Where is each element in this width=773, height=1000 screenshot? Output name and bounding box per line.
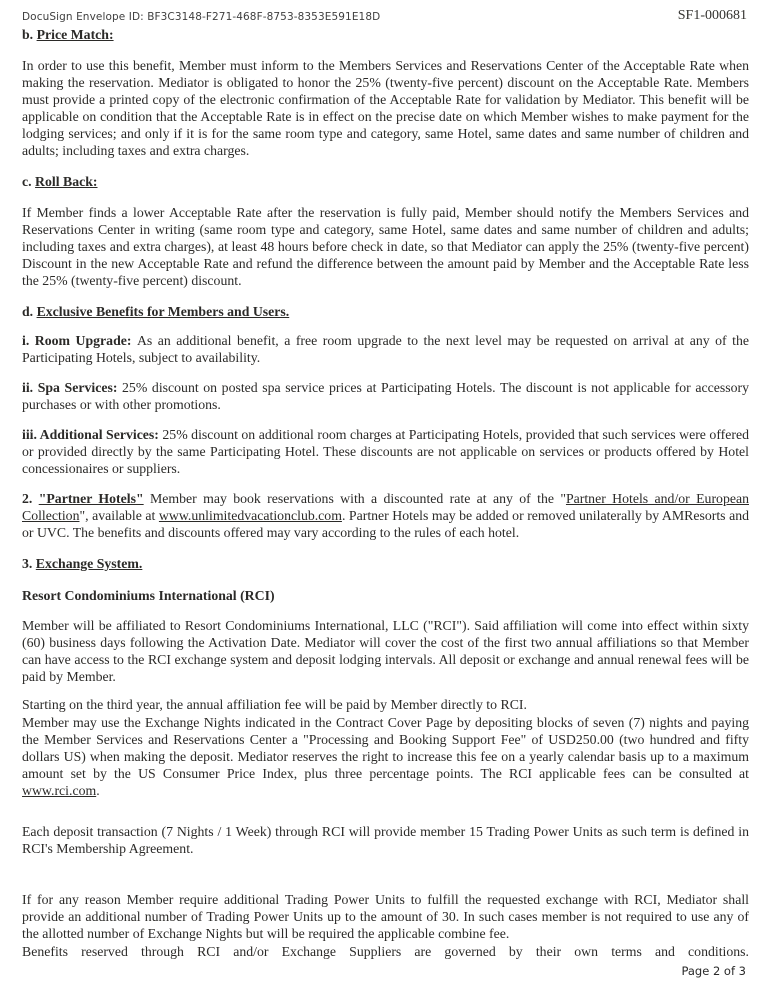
- para-additional-trading-power: [22, 891, 749, 942]
- text-run: Member may book reservations with a discounted rate at any of the ": [143, 491, 566, 506]
- section-heading-exchange-system: [22, 555, 749, 572]
- document-code: SF1-000681: [677, 8, 747, 23]
- text-run: As an additional benefit, a free room upgrade to the next level may be requested on arrival at any of the Participating Hotels, subject to availability.: [22, 333, 750, 365]
- text-run: Member will be affiliated to Resort Condominiums International, LLC ("RCI"). Said affiliation will come into effect within sixty (60) business days following the Activation Date. Mediator will cover the cost of the first two annual affiliations so that Member can have access to the RCI exchange system and deposit lodging intervals. All deposit or exchange and annual renewal fees will be paid by Member.: [22, 618, 749, 684]
- text-run: "Partner Hotels": [38, 491, 144, 506]
- text-run: 25% discount on additional room charges at Participating Hotels, provided that such services were offered or provided directly by the same Participating Hotel. These discounts are not applicable on services or products offered by Hotel concessionaires or suppliers.: [22, 427, 749, 476]
- text-run: b.: [22, 27, 37, 42]
- text-run: Price Match:: [36, 27, 114, 42]
- text-run: 3.: [22, 556, 36, 571]
- link-rci[interactable]: www.rci.com: [22, 783, 97, 798]
- para-roll-back: [22, 204, 749, 289]
- para-room-upgrade: [22, 332, 749, 366]
- text-run: .: [96, 783, 100, 798]
- para-exchange-nights: [22, 714, 749, 799]
- text-run: Resort Condominiums International (RCI): [22, 588, 275, 603]
- text-run: Starting on the third year, the annual affiliation fee will be paid by Member directly to RCI.: [22, 697, 527, 712]
- docusign-envelope-id: DocuSign Envelope ID: BF3C3148-F271-468F-8753-8353E591E18D: [22, 11, 381, 23]
- section-heading-price-match: [22, 26, 749, 43]
- section-heading-roll-back: [22, 173, 749, 190]
- text-run: Benefits reserved through RCI and/or Exchange Suppliers are governed by their own terms and conditions.: [22, 944, 749, 959]
- text-run: Exclusive Benefits for Members and Users.: [36, 304, 290, 319]
- page-indicator: Page 2 of 3: [681, 964, 746, 978]
- document-header: [0, 0, 773, 24]
- text-run: Partner Hotels and/or European Collection: [22, 491, 749, 523]
- para-spa-services: [22, 379, 749, 413]
- section-heading-rci: [22, 587, 749, 604]
- para-partner-hotels: [22, 490, 749, 541]
- document-body: [0, 24, 773, 960]
- text-run: 2.: [22, 491, 39, 506]
- para-rci-affiliation: [22, 617, 749, 685]
- text-run: . Partner Hotels may be added or removed unilaterally by AMResorts and or UVC. The benefits and discounts offered may vary according to the rules of each hotel.: [22, 508, 750, 540]
- text-run: If for any reason Member require additional Trading Power Units to fulfill the requested exchange with RCI, Mediator shall provide an additional number of Trading Power Units up to the amount of 30. In such cases member is not required to use any of the allotted number of Exchange Nights but will be required the applicable combine fee.: [22, 892, 749, 941]
- document-footer: [681, 964, 746, 978]
- text-run: ", available at: [79, 508, 159, 523]
- link-unlimitedvacationclub[interactable]: www.unlimitedvacationclub.com: [158, 508, 342, 523]
- para-trading-power-units: [22, 823, 749, 857]
- text-run: 25% discount on posted spa service prices at Participating Hotels. The discount is not applicable for accessory purchases or with other promotions.: [22, 380, 749, 412]
- text-run: Exchange System.: [35, 556, 143, 571]
- para-third-year-fee: [22, 696, 749, 713]
- text-run: Roll Back:: [35, 174, 98, 189]
- para-benefits-terms: [22, 943, 749, 960]
- text-run: Member may use the Exchange Nights indicated in the Contract Cover Page by depositing blocks of seven (7) nights and paying the Member Services and Reservations Center a "Processing and Booking Support Fee" of USD250.00 (two hundred and fifty dollars US) when making the deposit. Mediator reserves the right to increase this fee on a yearly calendar basis up to a maximum amount set by the US Consumer Price Index, plus three percentage points. The RCI applicable fees can be consulted at: [22, 715, 749, 781]
- section-heading-exclusive-benefits: [22, 303, 749, 320]
- text-run: i. Room Upgrade:: [22, 333, 137, 348]
- text-run: In order to use this benefit, Member must inform to the Members Services and Reservations Center of the Acceptable Rate when making the reservation. Mediator is obligated to honor the 25% (twenty-five percent) discount on the Acceptable Rate. Members must provide a printed copy of the electronic confirmation of the Acceptable Rate for validation by Mediator. This benefit will be applicable on condition that the Acceptable Rate is in effect on the precise date on which Member wishes to make payment for the lodging services; and only if it is for the same room type and category, same Hotel, same dates and same number of children and adults; including taxes and extra charges.: [22, 58, 749, 158]
- para-price-match: [22, 57, 749, 159]
- text-run: d.: [22, 304, 37, 319]
- text-run: c.: [22, 174, 36, 189]
- text-run: iii. Additional Services:: [22, 427, 163, 442]
- para-additional-services: [22, 426, 749, 477]
- text-run: Each deposit transaction (7 Nights / 1 Week) through RCI will provide member 15 Trading Power Units as such term is defined in RCI's Membership Agreement.: [22, 824, 749, 856]
- text-run: If Member finds a lower Acceptable Rate after the reservation is fully paid, Member should notify the Members Services and Reservations Center in writing (same room type and category, same Hotel, same dates and same number of children and adults; including taxes and extra charges), at least 48 hours before check in date, so that Mediator can apply the 25% (twenty-five percent) Discount in the new Acceptable Rate and refund the difference between the amount paid by Member and the Acceptable Rate less the 25% (twenty-five percent) discount.: [22, 205, 749, 288]
- text-run: ii. Spa Services:: [22, 380, 123, 395]
